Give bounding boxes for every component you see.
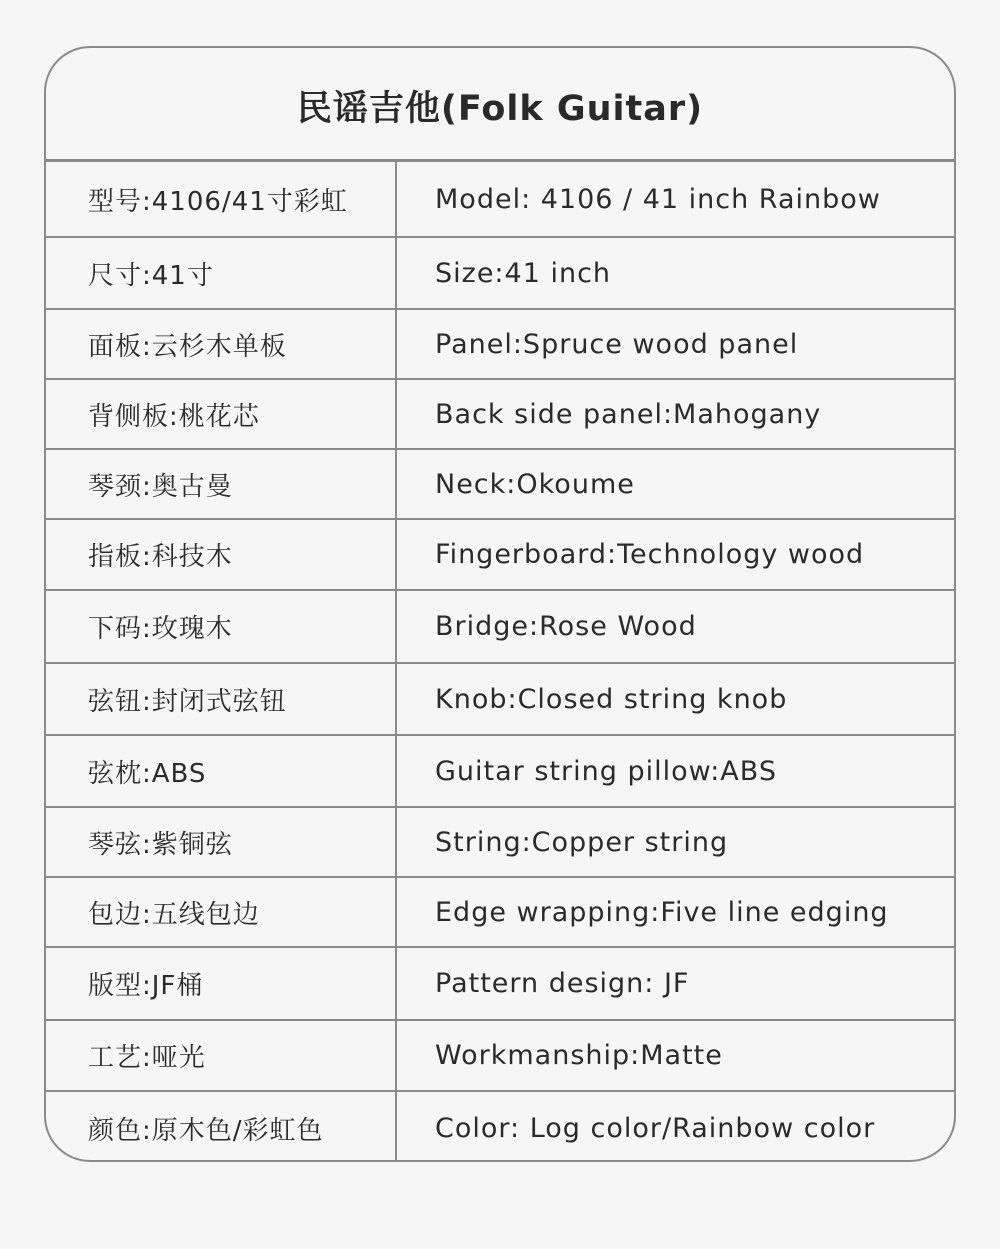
spec-row-pattern [46, 948, 954, 1021]
spec-en-string-pillow: Guitar string pillow:ABS [435, 755, 777, 787]
card-header [46, 48, 954, 162]
spec-cn-knob: 弦钮:封闭式弦钮 [46, 664, 397, 734]
spec-cn-workmanship: 工艺:哑光 [46, 1021, 397, 1090]
spec-cn-model: 型号:4106/41寸彩虹 [46, 162, 397, 236]
spec-card [44, 46, 956, 1162]
spec-en-size: Size:41 inch [435, 257, 612, 289]
spec-row-model [46, 162, 954, 238]
spec-en-bridge: Bridge:Rose Wood [435, 611, 697, 642]
spec-row-bridge [46, 591, 954, 664]
spec-cn-fingerboard: 指板:科技木 [46, 520, 397, 589]
spec-row-fingerboard [46, 520, 954, 591]
spec-cn-back-side: 背侧板:桃花芯 [46, 380, 397, 448]
spec-row-panel [46, 310, 954, 380]
spec-row-workmanship [46, 1021, 954, 1092]
spec-en-pattern: Pattern design: JF [435, 968, 690, 999]
spec-row-knob [46, 664, 954, 736]
spec-cn-size: 尺寸:41寸 [46, 238, 397, 308]
spec-cn-edge-wrapping: 包边:五线包边 [46, 878, 397, 946]
spec-en-model: Model: 4106 / 41 inch Rainbow [435, 183, 881, 215]
spec-row-neck [46, 450, 954, 520]
spec-row-edge-wrapping [46, 878, 954, 948]
spec-en-string: String:Copper string [435, 826, 729, 858]
spec-en-neck: Neck:Okoume [435, 468, 635, 500]
spec-en-back-side: Back side panel:Mahogany [435, 398, 822, 430]
spec-en-fingerboard: Fingerboard:Technology wood [435, 539, 865, 570]
spec-en-edge-wrapping: Edge wrapping:Five line edging [435, 896, 889, 928]
spec-row-size [46, 238, 954, 310]
spec-row-string [46, 808, 954, 878]
spec-en-workmanship: Workmanship:Matte [435, 1040, 723, 1071]
spec-en-panel: Panel:Spruce wood panel [435, 328, 799, 360]
spec-row-string-pillow [46, 736, 954, 808]
spec-row-back-side [46, 380, 954, 450]
spec-cn-bridge: 下码:玫瑰木 [46, 591, 397, 662]
spec-cn-panel: 面板:云杉木单板 [46, 310, 397, 378]
spec-en-color: Color: Log color/Rainbow color [435, 1112, 876, 1144]
spec-en-knob: Knob:Closed string knob [435, 683, 788, 715]
spec-cn-neck: 琴颈:奥古曼 [46, 450, 397, 518]
spec-cn-color: 颜色:原木色/彩虹色 [46, 1092, 397, 1162]
page-title: 民谣吉他(Folk Guitar) [296, 88, 704, 129]
spec-cn-string-pillow: 弦枕:ABS [46, 736, 397, 806]
spec-row-color [46, 1092, 954, 1162]
spec-cn-string: 琴弦:紫铜弦 [46, 808, 397, 876]
spec-table [46, 162, 954, 1162]
spec-cn-pattern: 版型:JF桶 [46, 948, 397, 1019]
